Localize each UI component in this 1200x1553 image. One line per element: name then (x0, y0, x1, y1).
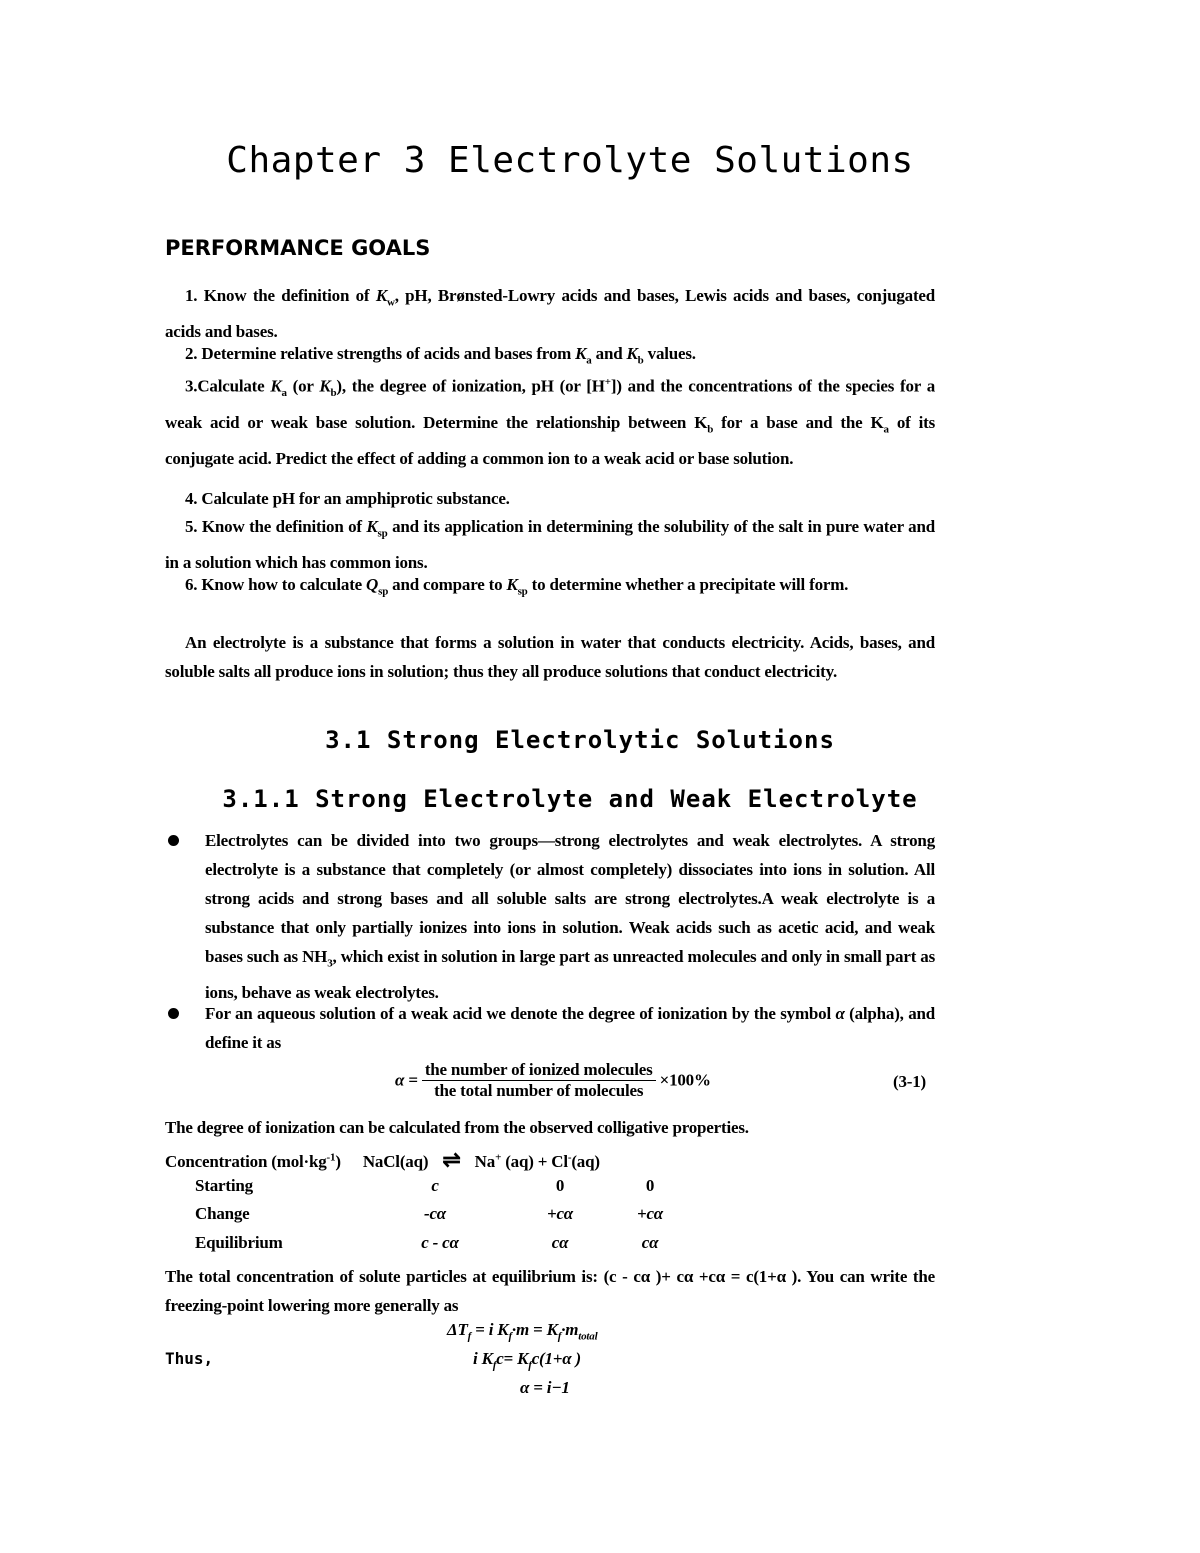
cell: cα (641, 1233, 659, 1252)
row-label-change: Change (195, 1204, 250, 1223)
cell: cα (551, 1233, 569, 1252)
total-concentration-text: The total concentration of solute particles at equilibrium is: (c - cα )+ cα +cα = c(1+α ). You can write the freezing-point lowering more generally as (165, 1267, 935, 1315)
section-3-1-heading: 3.1 Strong Electrolytic Solutions (325, 726, 835, 754)
goals-heading: PERFORMANCE GOALS (165, 236, 431, 260)
equation-label: (3-1) (893, 1072, 926, 1091)
reaction-equation: Concentration $(mol\cdot kg^{-1})$ NaCl(aq) ⇌ Na+ (aq) + Cl-(aq) (165, 1147, 600, 1172)
row-label-equilibrium: Equilibrium (195, 1233, 283, 1252)
intro-paragraph: An electrolyte is a substance that forms a solution in water that conducts electricity. Acids, bases, and soluble salts all produce ions in solution; thus they all produce solutions that conduct electricity. (165, 633, 935, 681)
equation-thus: i $K_fc= K_fc(1+\alpha$ ) (473, 1349, 581, 1372)
bullet-dot (168, 1008, 179, 1019)
colligative-text: The degree of ionization can be calculated from the observed colligative properties. (165, 1118, 749, 1137)
cell: +cα (636, 1204, 664, 1223)
goal-4: 4. Calculate pH for an amphiprotic substance. (185, 489, 510, 508)
goal-2: 2. Determine relative strengths of acids and bases from $K_a$ and $K_b$ values. (185, 344, 696, 367)
section-3-1-1-heading: 3.1.1 Strong Electrolyte and Weak Electrolyte (222, 785, 918, 813)
equation-3-1: α = $\frac{\text{the number of ionized molecules}}{\text{the total number of molecules}}$ ×100% (395, 1060, 711, 1100)
cell: +cα (546, 1204, 574, 1223)
row-label-starting: Starting (195, 1176, 253, 1195)
bullet-dot (168, 835, 179, 846)
bullet-2: For an aqueous solution of a weak acid we denote the degree of ionization by the symbol α (alpha), and define it as (205, 1004, 935, 1052)
equation-freezing-point: $\Delta T_f = i$ $K_f\cdot m = K_f\cdot m_{total}$ (447, 1320, 598, 1343)
goal-5: 5. Know the definition of $K_{sp}$ and its application in determining the solubility of the salt in pure water and in a solution which has common ions. (165, 517, 935, 573)
cell: 0 (645, 1176, 655, 1195)
cell: c - cα (421, 1233, 459, 1252)
page-title: Chapter 3 Electrolyte Solutions (226, 140, 914, 181)
cell: c (431, 1176, 439, 1195)
goal-6: 6. Know how to calculate $Q_{sp}$ and compare to $K_{sp}$ to determine whether a precipitate will form. (185, 575, 849, 598)
bullet-1: Electrolytes can be divided into two groups—strong electrolytes and weak electrolytes. A strong electrolyte is a substance that completely (or almost completely) dissociates into ions in solution. All strong acids and strong bases and all soluble salts are strong electrolytes.A weak electrolyte is a substance that only partially ionizes into ions in solution. Weak acids such as acetic acid, and weak bases such as $NH_3$, which exist in solution in large part as unreacted molecules and only in small part as ions, behave as weak electrolytes. (205, 831, 936, 1003)
equation-alpha: α = i−1 (520, 1378, 570, 1397)
cell: 0 (555, 1176, 565, 1195)
thus-label: Thus, (165, 1349, 214, 1368)
goal-1: 1. Know the definition of $K_w$, pH, Brønsted-Lowry acids and bases, Lewis acids and bases, conjugated acids and bases. (165, 286, 936, 342)
cell: -cα (423, 1204, 446, 1223)
goal-3: 3.Calculate $K_a$ (or $K_b$), the degree of ionization, pH (or [H+]) and the concentrations of the species for a weak acid or weak base solution. Determine the relationship between $K_b$ for a base and the $K_a$ of its conjugate acid. Predict the effect of adding a common ion to a weak acid or base solution. (165, 376, 936, 469)
